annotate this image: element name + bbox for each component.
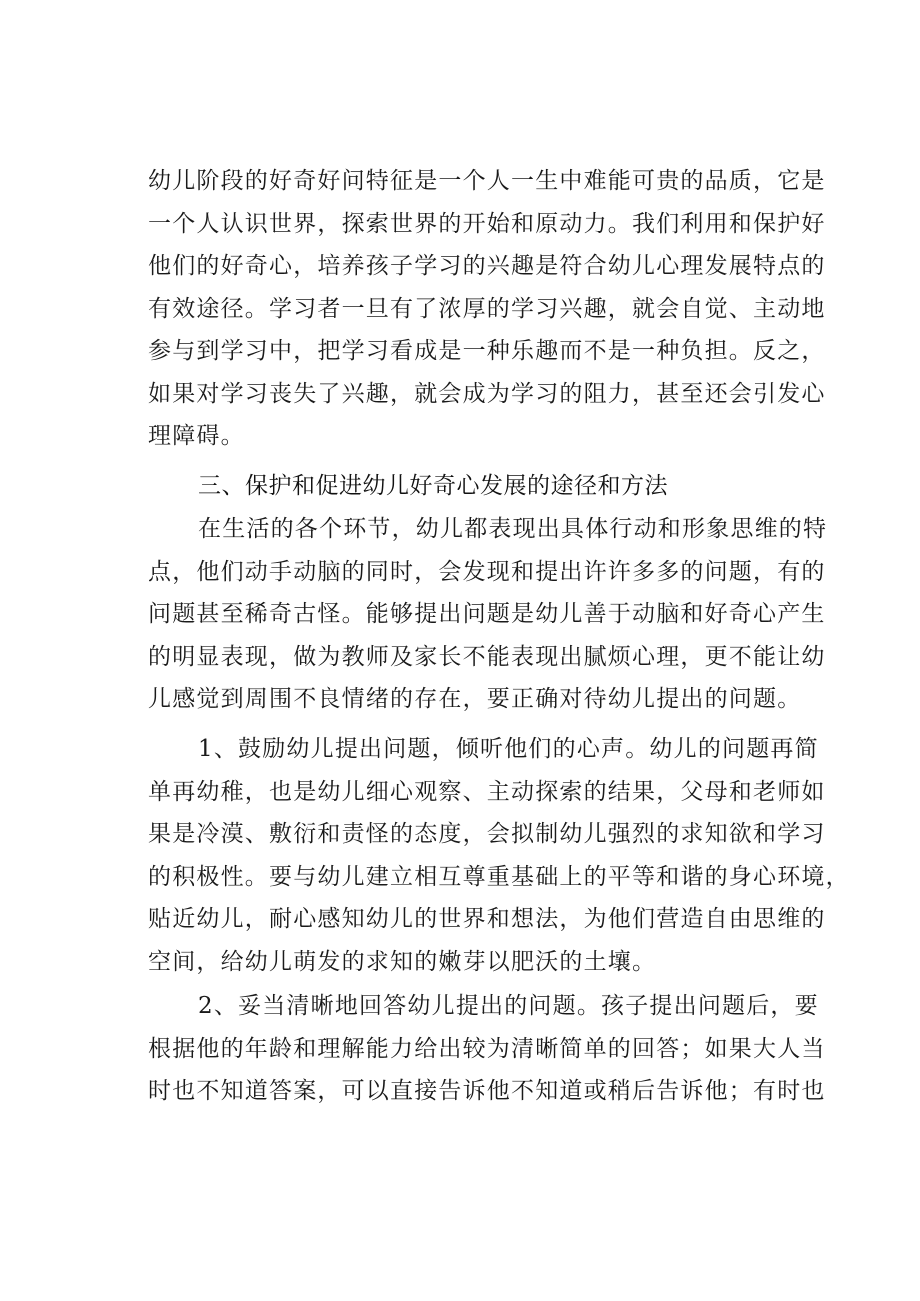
paragraph-line: 参与到学习中，把学习看成是一种乐趣而不是一种负担。反之， (148, 338, 826, 364)
paragraph-line: 果是冷漠、敷衍和责怪的态度，会拟制幼儿强烈的求知欲和学习 (148, 821, 826, 847)
paragraph-line: 理障碍。 (148, 423, 245, 449)
paragraph-line: 根据他的年龄和理解能力给出较为清晰简单的回答；如果大人当 (148, 1035, 826, 1062)
paragraph-line: 贴近幼儿，耐心感知幼儿的世界和想法，为他们营造自由思维的 (148, 906, 826, 932)
paragraph-line: 2、妥当清晰地回答幼儿提出的问题。孩子提出问题后，要 (198, 993, 819, 1019)
paragraph-line: 幼儿阶段的好奇好问特征是一个人一生中难能可贵的品质，它是 (148, 168, 826, 194)
paragraph-line: 在生活的各个环节，幼儿都表现出具体行动和形象思维的特 (198, 516, 828, 542)
paragraph-line: 1、鼓励幼儿提出问题，倾听他们的心声。幼儿的问题再简 (198, 736, 819, 762)
paragraph-encourage-questions (148, 728, 850, 983)
paragraph-line: 一个人认识世界，探索世界的开始和原动力。我们利用和保护好 (148, 210, 826, 237)
paragraph-line: 的积极性。要与幼儿建立相互尊重基础上的平等和谐的身心环境， (148, 863, 850, 890)
paragraph-line: 单再幼稚，也是幼儿细心观察、主动探索的结果，父母和老师如 (148, 778, 826, 805)
paragraph-line: 的明显表现，做为教师及家长不能表现出腻烦心理，更不能让幼 (148, 643, 826, 670)
paragraph-line: 有效途径。学习者一旦有了浓厚的学习兴趣，就会自觉、主动地 (148, 295, 826, 322)
paragraph-line: 问题甚至稀奇古怪。能够提出问题是幼儿善于动脑和好奇心产生 (148, 601, 826, 627)
section-heading: 三、保护和促进幼儿好奇心发展的途径和方法 (198, 473, 668, 499)
paragraph-curiosity-importance (148, 160, 826, 458)
paragraph-line: 时也不知道答案，可以直接告诉他不知道或稍后告诉他；有时也 (148, 1078, 826, 1104)
paragraph-daily-life (148, 508, 828, 721)
paragraph-line: 空间，给幼儿萌发的求知的嫩芽以肥沃的土壤。 (148, 948, 657, 975)
paragraph-line: 他们的好奇心，培养孩子学习的兴趣是符合幼儿心理发展特点的 (148, 253, 826, 279)
paragraph-line: 点，他们动手动脑的同时，会发现和提出许许多多的问题，有的 (148, 558, 826, 585)
paragraph-line: 如果对学习丧失了兴趣，就会成为学习的阻力，甚至还会引发心 (148, 380, 826, 407)
paragraph-answer-questions (148, 985, 826, 1113)
paragraph-line: 儿感觉到周围不良情绪的存在，要正确对待幼儿提出的问题。 (148, 686, 802, 712)
